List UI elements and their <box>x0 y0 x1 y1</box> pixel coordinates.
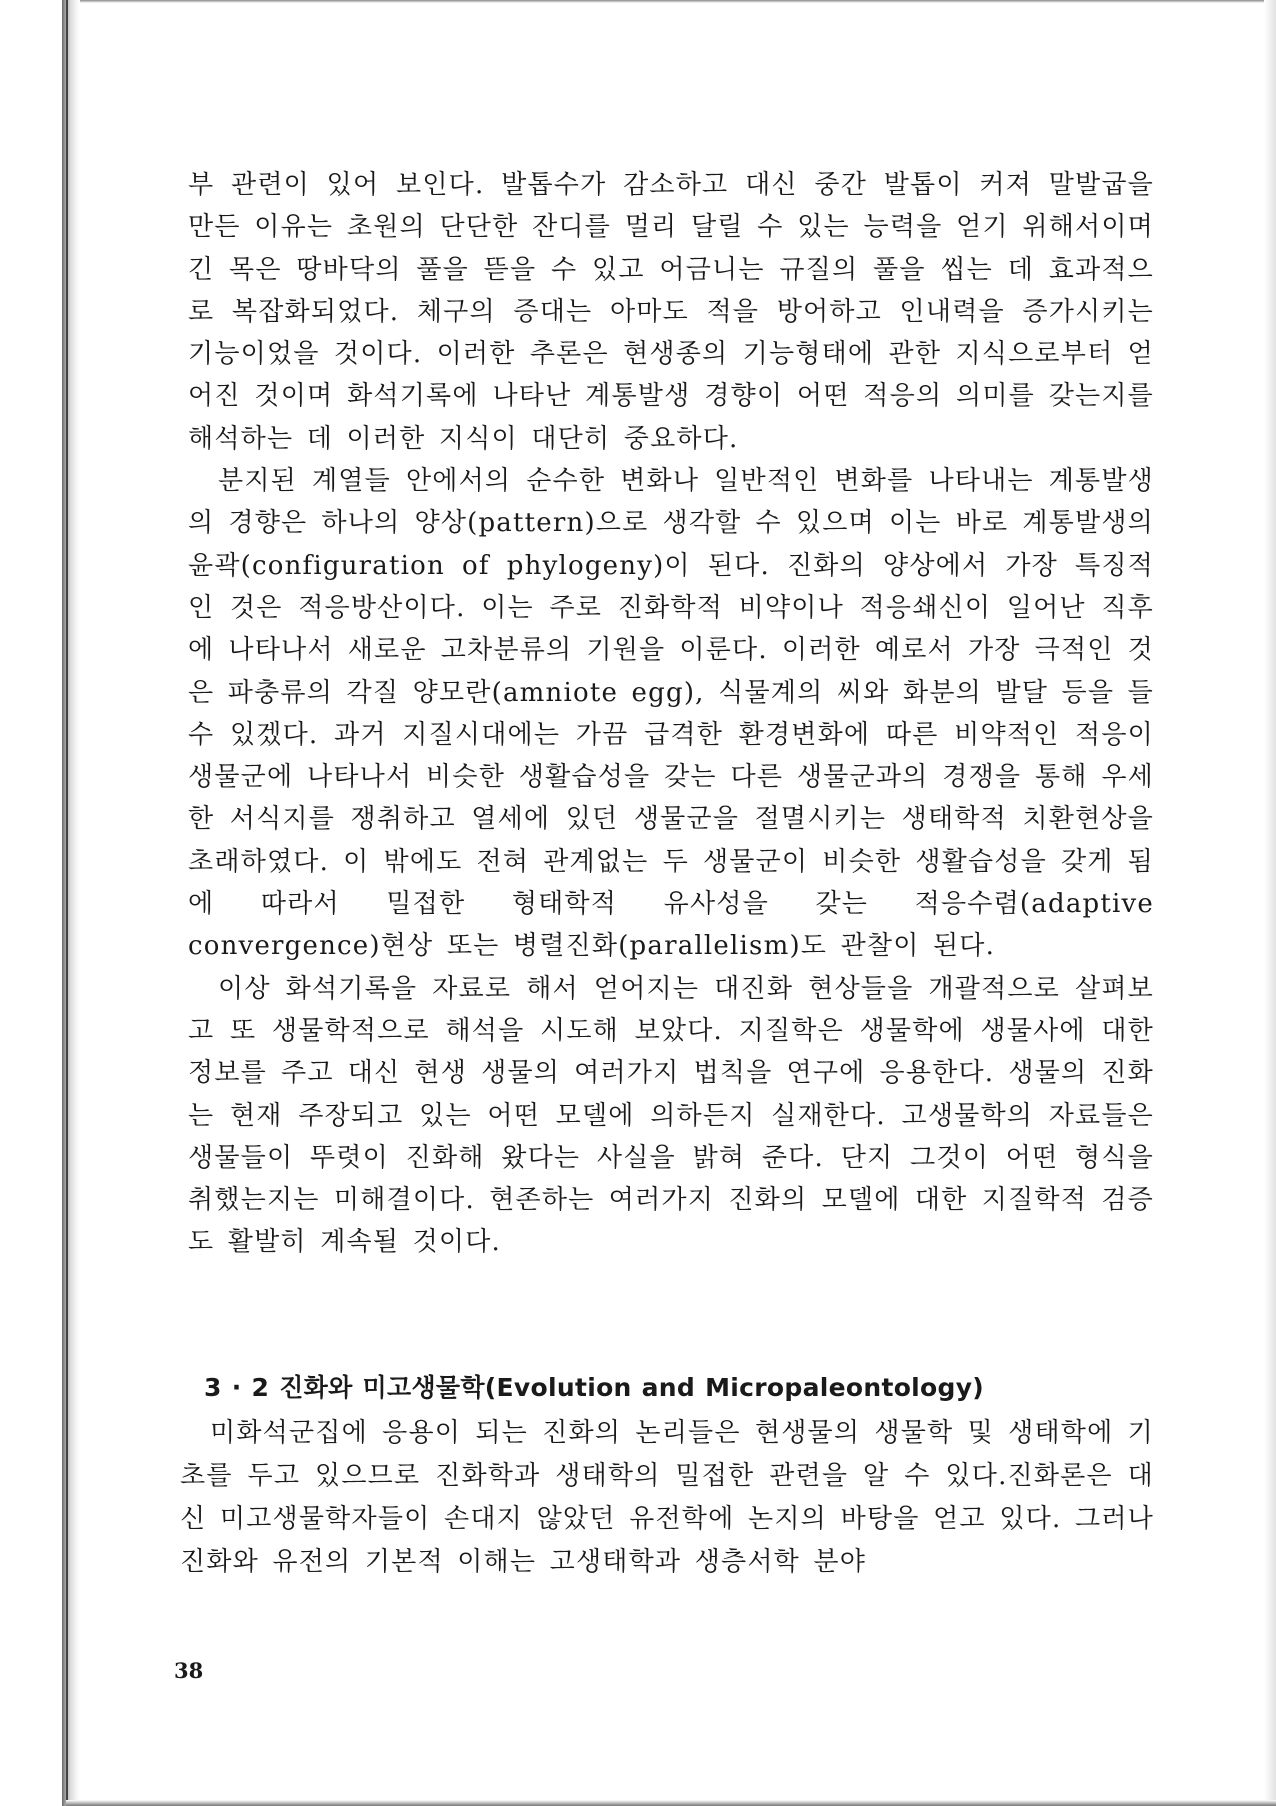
section-paragraph: 미화석군집에 응용이 되는 진화의 논리들은 현생물의 생물학 및 생태학에 기초를 두고 있으므로 진화학과 생태학의 밀접한 관련을 알 수 있다.진화론은 대신 미고생물학자들이 손대지 않았던 유전학에 논지의 바탕을 얻고 있다. 그러나 진화와 유전의 기본적 이해는 고생태학과 생층서학 분야 <box>180 1418 1154 1577</box>
section-heading: 3 · 2 진화와 미고생물학(Evolution and Micropaleontology) <box>204 1373 985 1402</box>
page-left-edge <box>66 0 68 1806</box>
binding-shadow <box>62 0 80 1806</box>
page-bottom-edge <box>66 1800 1276 1806</box>
page-top-edge <box>66 0 1276 3</box>
body-text <box>188 164 1154 1264</box>
paragraph-summary: 이상 화석기록을 자료로 해서 얻어지는 대진화 현상들을 개괄적으로 살펴보고 또 생물학적으로 해석을 시도해 보았다. 지질학은 생물학에 생물사에 대한 정보를 주고 대신 현생 생물의 여러가지 법칙을 연구에 응용한다. 생물의 진화는 현재 주장되고 있는 어떤 모델에 의하든지 실재한다. 고생물학의 자료들은 생물들이 뚜렷이 진화해 왔다는 사실을 밝혀 준다. 단지 그것이 어떤 형식을 취했는지는 미해결이다. 현존하는 여러가지 진화의 모델에 대한 지질학적 검증도 활발히 계속될 것이다. <box>188 973 1154 1258</box>
page-right-edge <box>1264 0 1276 1806</box>
paragraph-phylogeny-pattern: 분지된 계열들 안에서의 순수한 변화나 일반적인 변화를 나타내는 계통발생의 경향은 하나의 양상(pattern)으로 생각할 수 있으며 이는 바로 계통발생의 윤곽(configuration of phylogeny)이 된다. 진화의 양상에서 가장 특징적인 것은 적응방산이다. 이는 주로 진화학적 비약이나 적응쇄신이 일어난 직후에 나타나서 새로운 고차분류의 기원을 이룬다. 이러한 예로서 가장 극적인 것은 파충류의 각질 양모란(amniote egg), 식물계의 씨와 화분의 발달 등을 들 수 있겠다. 과거 지질시대에는 가끔 급격한 환경변화에 따른 비약적인 적응이 생물군에 나타나서 비슷한 생활습성을 갖는 다른 생물군과의 경쟁을 통해 우세한 서식지를 쟁취하고 열세에 있던 생물군을 절멸시키는 생태학적 치환현상을 초래하였다. 이 밖에도 전혀 관계없는 두 생물군이 비슷한 생활습성을 갖게 됨에 따라서 밀접한 형태학적 유사성을 갖는 적응수렴(adaptive convergence)현상 또는 병렬진화(parallelism)도 관찰이 된다. <box>188 466 1154 962</box>
page-number: 38 <box>174 1658 204 1683</box>
paragraph-continued: 부 관련이 있어 보인다. 발톱수가 감소하고 대신 중간 발톱이 커져 말발굽을 만든 이유는 초원의 단단한 잔디를 멀리 달릴 수 있는 능력을 얻기 위해서이며 긴 목은 땅바닥의 풀을 뜯을 수 있고 어금니는 규질의 풀을 씹는 데 효과적으로 복잡화되었다. 체구의 증대는 아마도 적을 방어하고 인내력을 증가시키는 기능이었을 것이다. 이러한 추론은 현생종의 기능형태에 관한 지식으로부터 얻어진 것이며 화석기록에 나타난 계통발생 경향이 어떤 적응의 의미를 갖는지를 해석하는 데 이러한 지식이 대단히 중요하다. <box>188 170 1154 454</box>
section-3-2 <box>180 1366 1154 1584</box>
